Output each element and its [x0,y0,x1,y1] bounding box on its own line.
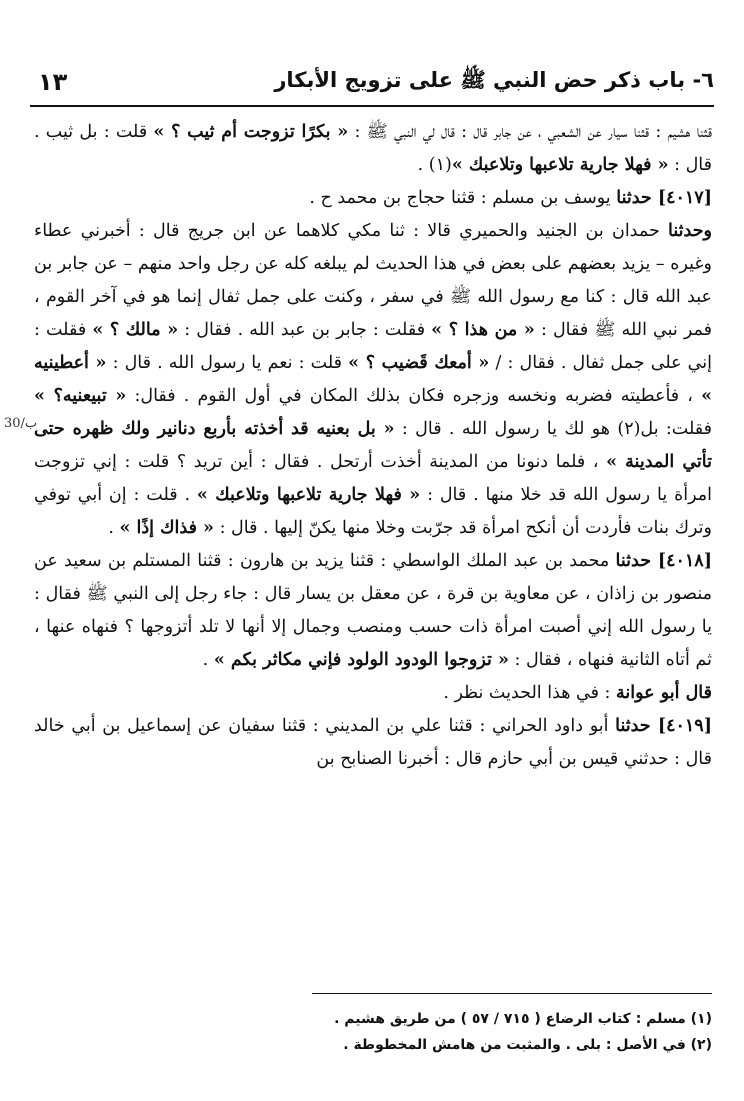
text-segment: قلت : بل ثيب . قال : [34,122,712,175]
text-segment: . [202,650,214,670]
chapter-title: ٦- باب ذكر حض النبي ﷺ على تزويج الأبكار [274,67,714,92]
paragraph [34,182,712,215]
header-rule [30,105,714,107]
bold-segment: « مالك ؟ » [92,320,179,340]
margin-folio-note: 30/ب [4,416,38,431]
page-number: ١٣ [38,68,68,96]
main-text [34,116,712,776]
bold-segment: [٤٠١٨] حدثنا [615,551,712,571]
footnote-rule [312,993,712,994]
bold-segment: [٤٠١٩] حدثنا [615,716,712,736]
bold-segment: قال أبو عوانة [616,683,712,703]
text-segment: يوسف بن مسلم : قثنا حجاج بن محمد ح . [309,188,617,208]
text-segment: محمد بن عبد الملك الواسطي : قثنا يزيد بن هارون : قثنا المستلم بن سعيد عن منصور بن زاذان ، عن معاوية بن قرة ، عن معقل بن يسار قال : جاء رجل إلى النبي ﷺ فقال : يا رسول الله إني أصبت امرأة ذات حسب ومنصب وجمال إلا أنها لا تلد أتزوجها ؟ فنهاه عنها ، ثم أتاه الثانية فنهاه ، فقال : [34,551,712,670]
bold-segment: « أمعك قَضيب ؟ » [348,353,490,373]
bold-segment: « أعطينيه » [34,353,712,406]
paragraph [34,677,712,710]
bold-segment: « تزوجوا الودود الولود فإني مكاثر بكم » [213,650,509,670]
text-segment: فقلت: بل(٢) هو لك يا رسول الله . قال : [394,419,712,439]
footnote-2: (٢) في الأصل : بلى . والمثبت من هامش المخطوطة . [343,1037,712,1053]
bold-segment: « من هذا ؟ » [431,320,535,340]
text-segment: (١) . [417,155,452,175]
bold-segment: « فهلا جارية تلاعبها وتلاعبك » [451,155,669,175]
text-segment: فقلت : إني على جمل ثفال . فقال : / [34,320,712,373]
text-segment: ، فأعطيته فضربه ونخسه وزجره فكان بذلك المكان في أول القوم . فقال: [126,386,702,406]
text-segment: ، فلما دنونا من المدينة أخذت أرتحل . فقال : أين تريد ؟ قلت : إني تزوجت امرأة يا رسول الله قد خلا منها . قال : [34,452,713,505]
text-segment: قلت : نعم يا رسول الله . قال : [106,353,349,373]
paragraph [34,215,712,545]
paragraph [34,545,712,677]
paragraph [34,710,712,776]
footnotes [32,1006,712,1058]
page-header [38,62,714,102]
bold-segment: « بل بعنيه قد أخذته بأربع دنانير ولك ظهره حتى تأتي المدينة » [34,419,712,472]
text-segment: . قلت : إن أبي توفي وترك بنات فأردت أن أنكح امرأة قد جرّبت وخلا منها يكنّ إليها . قال : [34,485,712,538]
text-segment: قثنا هشيم : قثنا سيار عن الشعبي ، عن جابر قال : قال لي النبي ﷺ : [348,122,712,142]
bold-segment: « بكرًا تزوجت أم ثيب ؟ » [153,122,349,142]
bold-segment: « تبيعنيه؟ » [34,386,127,406]
text-segment: أبو داود الحراني : قثنا علي بن المديني : قثنا سفيان عن إسماعيل بن أبي خالد قال : حدثني قيس بن أبي حازم قال : أخبرنا الصنابح بن [34,716,712,769]
text-segment: : في هذا الحديث نظر . [443,683,617,703]
bold-segment: [٤٠١٧] حدثنا [616,188,712,208]
text-segment: حمدان بن الجنيد والحميري قالا : ثنا مكي كلاهما عن ابن جريج قال : أخبرني عطاء وغيره – يزيد بعضهم على بعض في هذا الحديث لم يبلغه كله عن رجل واحد منهم – عن جابر بن عبد الله قال : كنا مع رسول الله ﷺ في سفر ، وكنت على جمل ثفال إنما هو في آخر القوم ، فمر نبي الله ﷺ فقال : [34,221,713,340]
bold-segment: « فهلا جارية تلاعبها وتلاعبك » [196,485,421,505]
footnote-1: (١) مسلم : كتاب الرضاع ( ٧١٥ / ٥٧ ) من طريق هشيم . [334,1011,712,1027]
bold-segment: وحدثنا [668,221,712,241]
text-segment: . [108,518,120,538]
paragraph [34,116,712,182]
bold-segment: « فذاك إذًا » [119,518,214,538]
text-segment: فقلت : جابر بن عبد الله . فقال : [178,320,432,340]
